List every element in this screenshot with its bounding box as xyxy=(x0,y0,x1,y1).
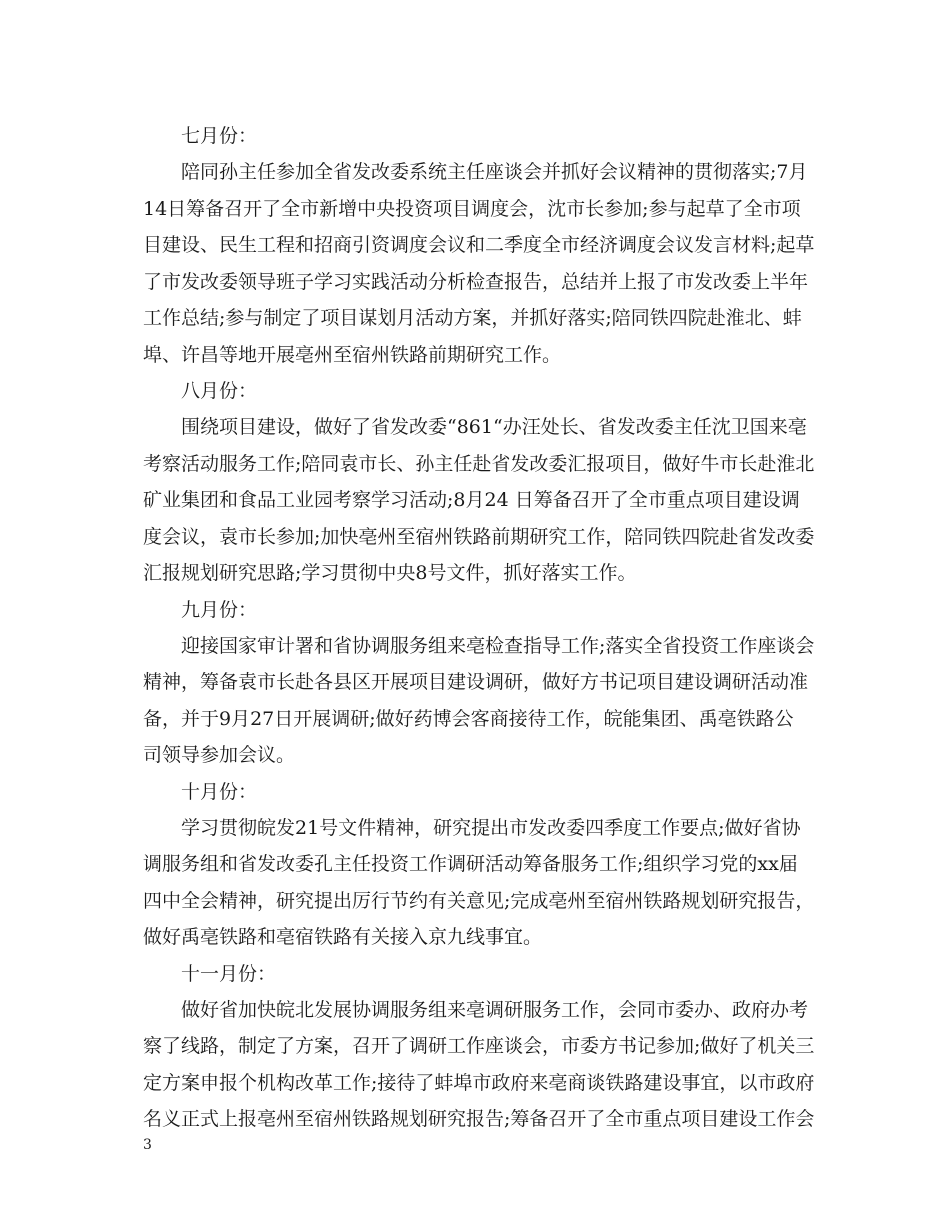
paragraph-line: 14日筹备召开了全市新增中央投资项目调度会，沈市长参加;参与起草了全市项 xyxy=(143,197,801,220)
section-heading-july: 七月份： xyxy=(181,125,258,147)
paragraph-line: 迎接国家审计署和省协调服务组来亳检查指导工作;落实全省投资工作座谈会 xyxy=(181,634,815,657)
section-heading-october: 十月份： xyxy=(181,780,258,803)
paragraph-line: 司领导参加会议。 xyxy=(143,744,296,766)
paragraph-line: 陪同孙主任参加全省发改委系统主任座谈会并抓好会议精神的贯彻落实;7月 xyxy=(181,161,808,183)
paragraph-line: 考察活动服务工作;陪同袁市长、孙主任赴省发改委汇报项目，做好牛市长赴淮北 xyxy=(143,452,815,475)
paragraph-line: 察了线路，制定了方案，召开了调研工作座谈会，市委方书记参加;做好了机关三 xyxy=(143,1035,815,1057)
paragraph-line: 精神，筹备袁市长赴各县区开展项目建设调研，做好方书记项目建设调研活动准 xyxy=(143,671,809,693)
paragraph-line: 了市发改委领导班子学习实践活动分析检查报告，总结并上报了市发改委上半年 xyxy=(143,270,809,293)
paragraph-line: 定方案申报个机构改革工作;接待了蚌埠市政府来亳商谈铁路建设事宜，以市政府 xyxy=(143,1071,815,1094)
paragraph-line: 做好禹亳铁路和亳宿铁路有关接入京九线事宜。 xyxy=(143,926,543,948)
section-body-october xyxy=(143,810,815,956)
paragraph-line: 目建设、民生工程和招商引资调度会议和二季度全市经济调度会议发言材料;起草 xyxy=(143,234,815,256)
document-content xyxy=(143,118,815,1138)
paragraph-line: 做好省加快皖北发展协调服务组来亳调研服务工作，会同市委办、政府办考 xyxy=(181,998,809,1021)
paragraph-line: 埠、许昌等地开展亳州至宿州铁路前期研究工作。 xyxy=(143,343,562,366)
paragraph-line: 名义正式上报亳州至宿州铁路规划研究报告;筹备召开了全市重点项目建设工作会 xyxy=(143,1108,815,1130)
section-heading-september: 九月份： xyxy=(181,598,258,621)
section-body-november xyxy=(143,992,815,1138)
paragraph-line: 调服务组和省发改委孔主任投资工作调研活动筹备服务工作;组织学习党的xx届 xyxy=(143,853,798,875)
paragraph-line: 围绕项目建设，做好了省发改委“861“办汪处长、省发改委主任沈卫国来亳 xyxy=(181,416,807,438)
section-body-july xyxy=(143,154,815,373)
paragraph-line: 学习贯彻皖发21号文件精神，研究提出市发改委四季度工作要点;做好省协 xyxy=(181,816,801,839)
paragraph-line: 四中全会精神，研究提出厉行节约有关意见;完成亳州至宿州铁路规划研究报告， xyxy=(143,889,815,912)
section-heading-november: 十一月份： xyxy=(181,962,277,985)
page-number: 3 xyxy=(143,1137,152,1153)
paragraph-line: 度会议，袁市长参加;加快亳州至宿州铁路前期研究工作，陪同铁四院赴省发改委 xyxy=(143,525,815,548)
paragraph-line: 汇报规划研究思路;学习贯彻中央8号文件，抓好落实工作。 xyxy=(143,562,637,584)
section-body-august xyxy=(143,409,815,592)
paragraph-line: 矿业集团和食品工业园考察学习活动;8月24 日筹备召开了全市重点项目建设调 xyxy=(143,489,800,511)
paragraph-line: 工作总结;参与制定了项目谋划月活动方案，并抓好落实;陪同铁四院赴淮北、蚌 xyxy=(143,307,802,329)
section-heading-august: 八月份： xyxy=(181,380,258,402)
section-body-september xyxy=(143,628,815,774)
paragraph-line: 备，并于9月27日开展调研;做好药博会客商接待工作，皖能集团、禹亳铁路公 xyxy=(143,707,794,730)
